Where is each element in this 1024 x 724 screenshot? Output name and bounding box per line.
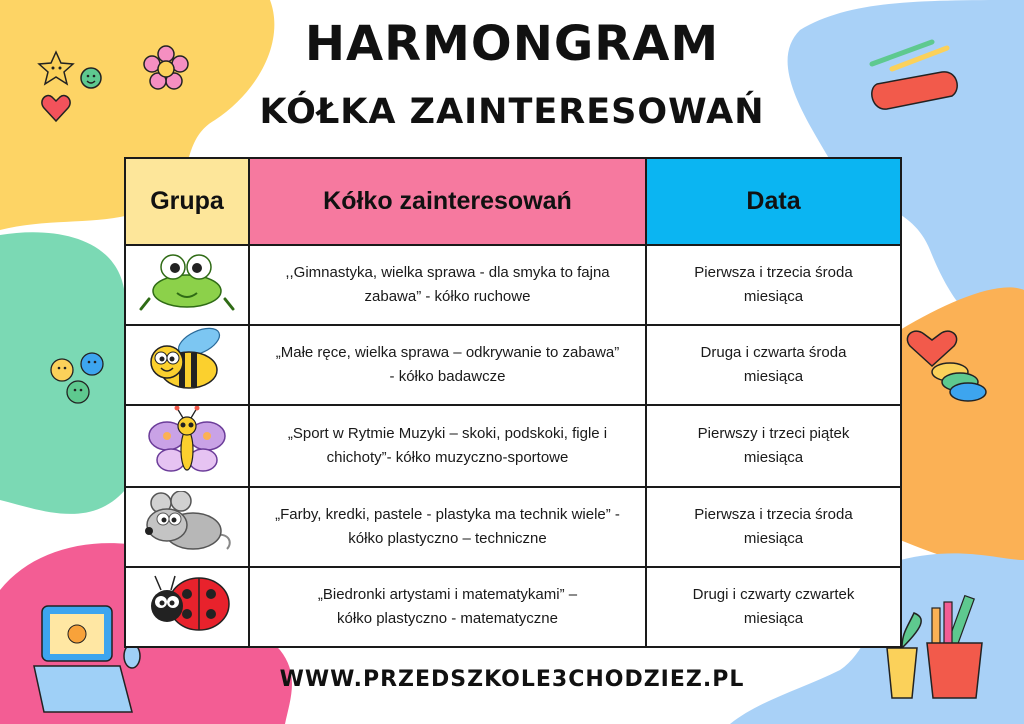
frog-icon: [137, 249, 237, 313]
smiley-icon: [81, 68, 101, 88]
table-header-row: [125, 158, 901, 245]
date-cell: Druga i czwarta środa miesiąca: [646, 325, 901, 405]
flower-icon: [142, 44, 190, 92]
table-row: [125, 487, 901, 567]
stickers-top-left: [36, 48, 116, 128]
date-cell: Drugi i czwarty czwartek miesiąca: [646, 567, 901, 647]
date-cell: Pierwsza i trzecia środa miesiąca: [646, 245, 901, 325]
table-row: [125, 325, 901, 405]
header-club: Kółko zainteresowań: [249, 158, 646, 245]
schedule-table: [124, 157, 902, 648]
club-cell: „Farby, kredki, pastele - plastyka ma technik wiele” - kółko plastyczno – techniczne: [249, 487, 646, 567]
hearts-stack-icon: [902, 326, 992, 406]
club-cell: ,,Gimnastyka, wielka sprawa - dla smyka to fajna zabawa” - kółko ruchowe: [249, 245, 646, 325]
page-subtitle: KÓŁKA ZAINTERESOWAŃ: [259, 92, 765, 132]
group-cell: [125, 567, 249, 647]
club-cell: „Sport w Rytmie Muzyki – skoki, podskoki, figle i chichoty”- kółko muzyczno-sportowe: [249, 405, 646, 487]
star-icon: [39, 52, 73, 84]
group-cell: [125, 405, 249, 487]
group-cell: [125, 325, 249, 405]
website-url: WWW.PRZEDSZKOLE3CHODZIEZ.PL: [279, 667, 745, 692]
club-cell: „Biedronki artystami i matematykami” – kółko plastyczno - matematyczne: [249, 567, 646, 647]
pencil-case-icon: [862, 34, 972, 114]
group-cell: [125, 245, 249, 325]
heart-icon: [42, 96, 70, 121]
group-cell: [125, 487, 249, 567]
page-title: HARMONGRAM: [304, 16, 720, 72]
table-row: [125, 567, 901, 647]
date-cell: Pierwsza i trzecia środa miesiąca: [646, 487, 901, 567]
ladybug-icon: [137, 570, 237, 636]
header-date: Data: [646, 158, 901, 245]
date-cell: Pierwszy i trzeci piątek miesiąca: [646, 405, 901, 487]
mouse-icon: [137, 491, 237, 555]
bee-icon: [137, 326, 237, 396]
table-row: [125, 405, 901, 487]
butterfly-icon: [137, 406, 237, 478]
header-group: Grupa: [125, 158, 249, 245]
table-row: [125, 245, 901, 325]
club-cell: „Małe ręce, wielka sprawa – odkrywanie to zabawa” - kółko badawcze: [249, 325, 646, 405]
smileys-left-icon: [46, 350, 114, 412]
